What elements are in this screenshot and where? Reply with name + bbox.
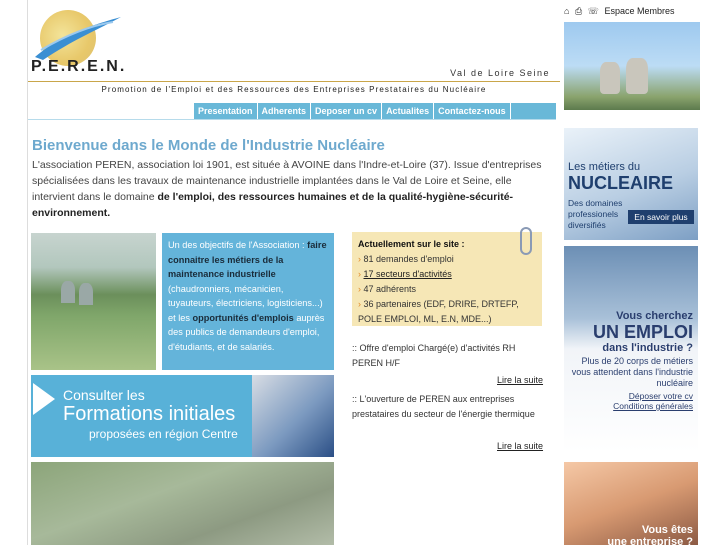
metiers-banner[interactable]: [564, 128, 698, 240]
cooling-tower-image: [626, 58, 648, 94]
cooling-tower-image: [79, 283, 93, 305]
news-item: :: Offre d'emploi Chargé(e) d'activités RH PEREN H/F: [352, 343, 516, 368]
landscape-photo: [31, 233, 156, 370]
nav-adherents[interactable]: Adherents: [258, 103, 312, 120]
objectives-a: Un des objectifs de l'Association :: [168, 240, 305, 250]
paperclip-icon: [520, 227, 532, 255]
main-nav: [194, 103, 556, 120]
promo-tagline: Promotion de l'Emploi et des Ressources des Entreprises Prestataires du Nucléaire: [101, 85, 487, 94]
cooling-tower-image: [61, 281, 75, 303]
emploi-line2: UN EMPLOI: [592, 322, 693, 342]
formations-line3: proposées en région Centre: [89, 427, 238, 441]
objectives-b: faire connaitre les métiers de la maintenance industrielle: [168, 240, 327, 279]
nav-presentation[interactable]: Presentation: [194, 103, 258, 120]
stat-item-link[interactable]: [358, 267, 536, 282]
header-divider: [28, 81, 560, 82]
objectives-box: [162, 233, 334, 370]
metiers-desc-2: professionels: [568, 209, 619, 219]
formations-banner[interactable]: [31, 375, 334, 457]
stat-item: › 47 adhérents: [358, 282, 536, 297]
stat-item: › 81 demandes d'emploi: [358, 252, 536, 267]
formations-photo: [252, 375, 334, 457]
nav-deposer-cv[interactable]: Deposer un cv: [311, 103, 382, 120]
read-more-link[interactable]: Lire la suite: [497, 375, 544, 385]
metiers-desc: [568, 198, 622, 231]
nav-actualites[interactable]: Actualites: [382, 103, 434, 120]
emploi-banner[interactable]: [564, 246, 698, 452]
entreprise-line2: une entreprise ?: [607, 536, 693, 548]
main-column: [28, 0, 560, 545]
metiers-desc-1: Des domaines: [568, 198, 623, 208]
emploi-desc: Plus de 20 corps de métiers vous attendent dans l'industrie nucléaire: [571, 356, 693, 388]
right-column: [562, 0, 727, 548]
cooling-tower-image: [600, 62, 620, 94]
nav-divider: [28, 119, 556, 120]
formations-line1: Consulter les: [63, 387, 145, 403]
members-link[interactable]: Espace Membres: [604, 6, 675, 16]
top-utility-bar: [564, 6, 677, 17]
intro-part-a: L'association PEREN, association loi 1901, est située à AVOINE dans l'Indre-et-Loire (37). Issue d'entreprises spécialisées dans les travaux de maintenance industrielle implantées dans le Val de Loire et Seine, elle intervient dans le domaine: [32, 159, 542, 203]
nav-contact[interactable]: Contactez-nous: [434, 103, 511, 120]
aerial-photo: [31, 462, 334, 545]
deposit-cv-link[interactable]: Déposer votre cv: [628, 391, 693, 401]
logo-text[interactable]: P.E.R.E.N.: [31, 58, 127, 75]
stat-item: › 36 partenaires (EDF, DRIRE, DRTEFP, POLE EMPLOI, ML, E.N, MDE...): [358, 297, 536, 327]
logo-swoosh-icon: [33, 12, 123, 62]
emploi-line3: dans l'industrie ?: [602, 342, 693, 354]
metiers-line2: NUCLEAIRE: [568, 173, 674, 193]
read-more-link[interactable]: Lire la suite: [497, 441, 544, 451]
intro-part-b: de l'emploi, des ressources humaines et de la qualité-hygiène-sécurité-environnement.: [32, 191, 514, 219]
region-label: Val de Loire Seine: [450, 68, 550, 78]
formations-line2: Formations initiales: [63, 403, 236, 425]
emploi-line1: Vous cherchez: [616, 310, 693, 322]
arrow-right-icon: [33, 383, 55, 415]
metiers-desc-3: diversifiés: [568, 220, 606, 230]
stats-heading: Actuellement sur le site :: [358, 239, 465, 249]
metiers-line1: Les métiers du: [568, 161, 641, 173]
objectives-d: opportunités d'emplois: [192, 312, 294, 323]
objectives-c: (chaudronniers, mécanicien, tuyauteurs, électriciens, logisticiens...) et les: [168, 283, 323, 323]
site-stats-box: [352, 232, 542, 326]
print-icon[interactable]: ⎙: [574, 6, 583, 16]
learn-more-button[interactable]: En savoir plus: [628, 210, 694, 224]
nuclear-plant-photo: [564, 22, 700, 110]
news-item: :: L'ouverture de PEREN aux entreprises prestataires du secteur de l'énergie thermique: [352, 394, 535, 419]
intro-text: [32, 157, 550, 221]
conditions-link[interactable]: Conditions générales: [613, 401, 693, 411]
entreprise-line1: Vous êtes: [641, 524, 693, 536]
home-icon[interactable]: ⌂: [564, 6, 570, 16]
entreprise-banner[interactable]: [564, 462, 698, 548]
page-title: Bienvenue dans le Monde de l'Industrie Nucléaire: [32, 137, 385, 154]
objectives-e: auprès des publics de demandeurs d'emploi, d'étudiants, et de salariés.: [168, 312, 325, 352]
members-icon: ☏: [587, 6, 599, 16]
stat-link-text[interactable]: 17 secteurs d'activités: [363, 269, 452, 279]
